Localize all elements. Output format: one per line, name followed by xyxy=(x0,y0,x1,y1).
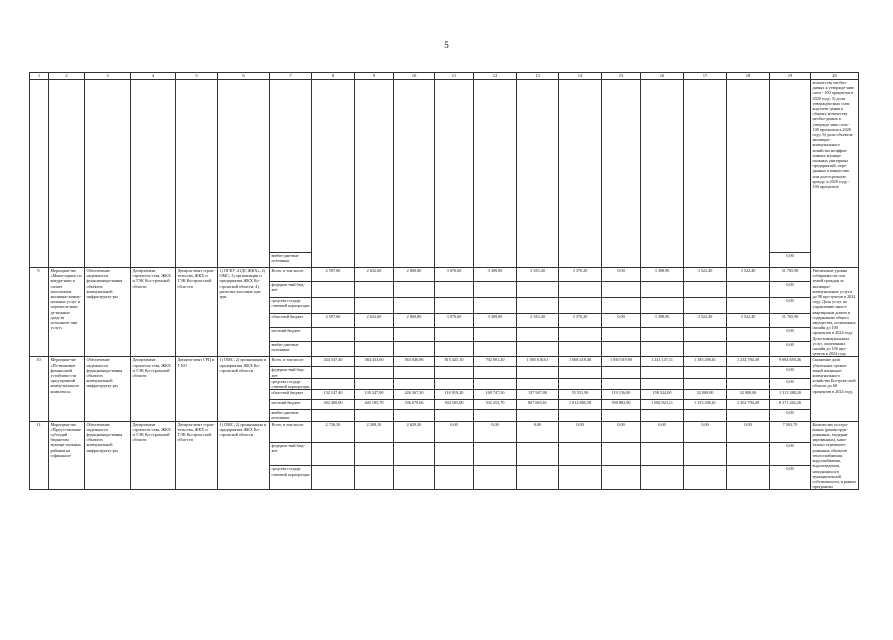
total-value-cell: 31 765,90 xyxy=(770,313,811,327)
value-cell: 3 398,90 xyxy=(641,313,684,327)
program-table xyxy=(29,72,859,490)
value-cell xyxy=(312,378,355,389)
table-cell xyxy=(602,80,641,268)
value-cell: 434 547,40 xyxy=(312,357,355,367)
value-cell xyxy=(394,367,435,378)
column-header: 7 xyxy=(270,73,312,80)
table-cell xyxy=(684,80,727,268)
value-cell: 3 522,40 xyxy=(727,268,770,282)
header-row xyxy=(30,73,859,80)
value-cell: 702 001,20 xyxy=(474,357,517,367)
value-cell xyxy=(355,410,394,421)
value-cell: 563 046,96 xyxy=(394,357,435,367)
value-cell xyxy=(602,378,641,389)
table-cell xyxy=(355,80,394,268)
value-cell: 137 947,00 xyxy=(517,390,559,400)
funding-source-label: средства государ-ственной корпора-ции xyxy=(271,378,310,390)
value-cell xyxy=(602,410,641,421)
value-cell: 3 309,00 xyxy=(474,313,517,327)
value-cell xyxy=(312,297,355,313)
table-cell xyxy=(394,80,435,268)
total-value-cell: 1 313 388,20 xyxy=(770,390,811,400)
value-cell: 132 147,40 xyxy=(312,390,355,400)
participants: 1) ОМС; 2) организации и предприятия ЖКХ Ко-стромской области xyxy=(218,421,270,490)
value-cell xyxy=(602,466,641,490)
table-cell xyxy=(435,80,474,268)
table-cell xyxy=(131,80,176,268)
value-cell: 2 597,60 xyxy=(312,313,355,327)
total-value-cell: 0,00 xyxy=(770,297,811,313)
value-cell xyxy=(602,281,641,297)
value-cell xyxy=(641,378,684,389)
value-cell: 302 400,00 xyxy=(312,400,355,410)
value-cell: 2 800,80 xyxy=(394,268,435,282)
value-cell xyxy=(435,466,474,490)
value-cell xyxy=(727,410,770,421)
value-cell xyxy=(727,442,770,466)
value-cell xyxy=(517,297,559,313)
column-header: 9 xyxy=(355,73,394,80)
column-header: 8 xyxy=(312,73,355,80)
value-cell xyxy=(727,378,770,389)
value-cell xyxy=(559,341,602,357)
value-cell xyxy=(474,466,517,490)
funding-source-label: внебю-джетные источники xyxy=(270,341,312,357)
value-cell: 3 309,00 xyxy=(474,268,517,282)
row-number: 9. xyxy=(30,268,49,357)
value-cell xyxy=(474,367,517,378)
value-cell xyxy=(602,442,641,466)
value-cell xyxy=(727,281,770,297)
value-cell xyxy=(641,466,684,490)
value-cell xyxy=(641,341,684,357)
value-cell xyxy=(435,327,474,341)
funding-source-label: местный бюджет xyxy=(270,400,312,410)
table-cell xyxy=(641,80,684,268)
value-cell: 2 629,30 xyxy=(394,421,435,442)
value-cell: 3 076,60 xyxy=(435,268,474,282)
value-cell: 2 597,60 xyxy=(312,268,355,282)
participants: 1) ОГКУ «ОДС ЖКХ»; 2) ОМС; 3) организации и предприятия ЖКХ Ко-стромской области; 4) расчетно-кассовые цен-тры xyxy=(218,268,270,357)
value-cell: 1 234 794,49 xyxy=(727,357,770,367)
value-cell: 3 335,40 xyxy=(517,268,559,282)
column-header: 18 xyxy=(727,73,770,80)
value-cell: 3 522,40 xyxy=(684,313,727,327)
value-cell xyxy=(474,341,517,357)
value-cell xyxy=(641,410,684,421)
total-value-cell: 0,00 xyxy=(770,442,811,466)
funding-source-label: средства государ-ственной корпора-ции xyxy=(270,297,312,313)
value-cell xyxy=(474,378,517,389)
value-cell xyxy=(312,281,355,297)
value-cell: 1 153 206,61 xyxy=(684,400,727,410)
value-cell xyxy=(355,466,394,490)
table-cell xyxy=(270,80,312,253)
value-cell: 3 370,20 xyxy=(559,313,602,327)
value-cell: 226 367,30 xyxy=(394,390,435,400)
value-cell: 0,00 xyxy=(727,421,770,442)
value-cell: 169 747,50 xyxy=(474,390,517,400)
value-cell xyxy=(312,327,355,341)
value-cell: 3 398,90 xyxy=(641,268,684,282)
value-cell xyxy=(355,341,394,357)
funding-source-label: Всего, в том числе: xyxy=(270,357,312,367)
value-cell xyxy=(559,367,602,378)
value-cell: 384 433,60 xyxy=(355,357,394,367)
total-value-cell: 0,00 xyxy=(770,341,811,357)
coordinator: Департамент строитель-ства, ЖКХ и ТЭК Кос-тромской области xyxy=(131,268,176,357)
column-header: 5 xyxy=(176,73,218,80)
column-header: 10 xyxy=(394,73,435,80)
value-cell: 119 136,00 xyxy=(602,390,641,400)
value-cell xyxy=(517,327,559,341)
value-cell: 3 076,60 xyxy=(435,313,474,327)
measure-name: Мероприя-тие «Мони-торинг по внедре-нию и оплате населением жилищно-комму-нальных услуг и перечисле-нию де-нежных средств исполните-лям услуг» xyxy=(49,268,85,357)
column-header: 6 xyxy=(218,73,270,80)
column-header: 1 xyxy=(30,73,49,80)
value-cell: 1 005 610,61 xyxy=(517,357,559,367)
column-header: 4 xyxy=(131,73,176,80)
value-cell: 0,00 xyxy=(684,421,727,442)
value-cell xyxy=(559,378,602,389)
value-cell xyxy=(435,341,474,357)
value-cell xyxy=(435,378,474,389)
table-cell xyxy=(312,80,355,268)
value-cell: 0,00 xyxy=(602,421,641,442)
funding-source-label: федераль-ный бюд-жет xyxy=(270,281,312,297)
value-cell xyxy=(435,281,474,297)
table-cell xyxy=(727,80,770,268)
funding-source-label: Всего, в том числе: xyxy=(270,421,312,442)
value-cell: 2 800,80 xyxy=(394,313,435,327)
value-cell xyxy=(312,466,355,490)
value-cell xyxy=(517,410,559,421)
value-cell: 3 370,20 xyxy=(559,268,602,282)
column-header: 13 xyxy=(517,73,559,80)
value-cell xyxy=(559,281,602,297)
value-cell xyxy=(727,367,770,378)
total-value-cell: 9 684 650,46 xyxy=(770,357,811,367)
value-cell xyxy=(394,442,435,466)
value-cell xyxy=(641,281,684,297)
participants: 1) ОМС; 2) организации и предприятия ЖКХ Ко-стромской области xyxy=(218,357,270,421)
column-header: 20 xyxy=(811,73,859,80)
result-text-cell: Увеличение уровня собираемости пла-тежей граждан за жилищно-коммунальные услуги до 98 про-центов в 2024 году. Доля услуг по управлению много-квартирным домом и содержанию общего имущества, оплаченных онлайн до 100 процентов в 2024 году. Доли коммунальных услуг, оплаченных онлайн до 100 про-центов в 2024 году. xyxy=(811,268,859,357)
value-cell xyxy=(474,297,517,313)
funding-source-label: федераль-ный бюд-жет xyxy=(270,367,312,378)
value-cell: 0,00 xyxy=(602,268,641,282)
value-cell: 0,00 xyxy=(602,313,641,327)
total-value-cell: 0,00 xyxy=(770,327,811,341)
value-cell: 445 185,70 xyxy=(355,400,394,410)
executor: Департа-мент строи-тельства, ЖКХ и ТЭК Костром-ской обла-сти xyxy=(176,421,218,490)
funding-source-label: местный бюджет xyxy=(270,327,312,341)
value-cell xyxy=(312,442,355,466)
row-number: 11. xyxy=(30,421,49,490)
table-cell xyxy=(176,80,218,268)
value-cell: 2 632,60 xyxy=(355,313,394,327)
measure-name: Мероприя-тие «По-вышение финансовой устойчиво-сти пред-приятий комму-нального комплекса» xyxy=(49,357,85,421)
value-cell xyxy=(684,327,727,341)
value-cell xyxy=(602,297,641,313)
value-cell xyxy=(684,378,727,389)
value-cell: 0,00 xyxy=(474,421,517,442)
table-cell xyxy=(218,80,270,268)
value-cell xyxy=(312,367,355,378)
value-cell: 0,00 xyxy=(517,421,559,442)
value-cell xyxy=(684,442,727,466)
column-header: 12 xyxy=(474,73,517,80)
funding-source-label: областной бюджет xyxy=(270,313,312,327)
value-cell: 32 000,00 xyxy=(727,390,770,400)
value-cell xyxy=(727,297,770,313)
measure-goal: Обеспечение надежности функциониро-вания объектов коммунальной инфраструкту-ры xyxy=(85,357,131,421)
value-cell: 2 726,30 xyxy=(312,421,355,442)
value-cell: 930 882,90 xyxy=(602,400,641,410)
coordinator: Департамент строитель-ства, ЖКХ и ТЭК Ко-стромской области xyxy=(131,357,176,421)
value-cell: 3 522,40 xyxy=(684,268,727,282)
column-header: 19 xyxy=(770,73,811,80)
value-cell xyxy=(641,367,684,378)
value-cell: 815 425,10 xyxy=(435,357,474,367)
value-cell xyxy=(394,410,435,421)
table-cell xyxy=(30,80,49,268)
value-cell: 1 241 147,11 xyxy=(641,357,684,367)
total-value-cell: 31 765,90 xyxy=(770,268,811,282)
value-cell xyxy=(474,281,517,297)
table-cell xyxy=(770,80,811,253)
row-number: 10. xyxy=(30,357,49,421)
value-cell: 336 679,66 xyxy=(394,400,435,410)
table-cell xyxy=(517,80,559,268)
value-cell: 1 012 866,58 xyxy=(559,400,602,410)
value-cell xyxy=(355,297,394,313)
value-cell xyxy=(474,327,517,341)
value-cell xyxy=(559,466,602,490)
column-header: 16 xyxy=(641,73,684,80)
value-cell xyxy=(517,281,559,297)
value-cell: 3 522,40 xyxy=(727,313,770,327)
value-cell xyxy=(517,378,559,389)
table-cell xyxy=(559,80,602,268)
value-cell xyxy=(517,341,559,357)
table-cell xyxy=(85,80,131,268)
value-cell xyxy=(684,367,727,378)
value-cell: 158 324,00 xyxy=(641,390,684,400)
value-cell xyxy=(355,327,394,341)
value-cell: 1 068 418,48 xyxy=(559,357,602,367)
value-cell xyxy=(394,327,435,341)
value-cell xyxy=(641,297,684,313)
total-value-cell: 0,00 xyxy=(770,410,811,421)
value-cell: 0,00 xyxy=(641,421,684,442)
value-cell xyxy=(602,367,641,378)
value-cell xyxy=(727,327,770,341)
value-cell: 32 000,00 xyxy=(684,390,727,400)
value-cell xyxy=(684,466,727,490)
value-cell xyxy=(435,297,474,313)
table-body xyxy=(30,73,859,490)
value-cell: 1 082 823,11 xyxy=(641,400,684,410)
value-cell: 1 202 794,49 xyxy=(727,400,770,410)
value-cell: 1 050 019,90 xyxy=(602,357,641,367)
total-value-cell: 7 563,70 xyxy=(770,421,811,442)
total-value-cell: 0,00 xyxy=(770,378,811,389)
funding-source-label: внебю-джетные источники xyxy=(270,410,312,421)
value-cell xyxy=(641,442,684,466)
value-cell: 867 663,61 xyxy=(517,400,559,410)
total-value-cell: 0,00 xyxy=(770,367,811,378)
value-cell xyxy=(312,341,355,357)
column-header: 15 xyxy=(602,73,641,80)
value-cell xyxy=(559,297,602,313)
value-cell xyxy=(394,297,435,313)
value-cell xyxy=(559,327,602,341)
value-cell xyxy=(517,367,559,378)
result-text-cell: количеству необхо-димых к утвержде-нию схем - 100 процентов в 2020 году; 5) доли утверждён-ных схем водоотве-дения к общему количеству необхо-димых к утвержде-нию схем - 100 процентов в 2020 году; 6) доли объектов жилищно-коммунального хозяйства неэффек-тивных муници-пальных унитарных предприятий, пере-данных в концессию или долгосрочную аренду, в 2020 году, - 100 процентов xyxy=(811,80,859,268)
value-cell: 504 505,90 xyxy=(435,400,474,410)
funding-source-label: внебю-джетные источники xyxy=(270,253,312,268)
value-cell xyxy=(602,341,641,357)
value-cell xyxy=(517,442,559,466)
value-cell xyxy=(517,466,559,490)
table-row xyxy=(30,268,859,282)
value-cell xyxy=(435,410,474,421)
value-cell xyxy=(312,410,355,421)
table-row xyxy=(30,421,859,442)
value-cell xyxy=(355,367,394,378)
measure-goal: Обеспечение надежности функциониро-вания объектов коммунальной инфраструкту-ры xyxy=(85,421,131,490)
funding-source-label: областной бюджет xyxy=(270,390,312,400)
value-cell xyxy=(727,341,770,357)
value-cell: 1 185 206,61 xyxy=(684,357,727,367)
table-row xyxy=(30,80,859,253)
value-cell xyxy=(684,281,727,297)
value-cell xyxy=(394,378,435,389)
result-text-cell: Снижение доли убыточных органи-заций жилищно-коммунального хозяйства Костром-ской области до 68 процентов в 2024 году. xyxy=(811,357,859,421)
value-cell xyxy=(474,442,517,466)
table-cell xyxy=(49,80,85,268)
funding-source-label: федераль-ный бюд-жет xyxy=(270,442,312,466)
column-header: 2 xyxy=(49,73,85,80)
total-value-cell: 0,00 xyxy=(770,253,811,268)
value-cell xyxy=(355,442,394,466)
column-header: 11 xyxy=(435,73,474,80)
funding-source-label: Всего, в том числе: xyxy=(270,268,312,282)
value-cell: 0,00 xyxy=(435,421,474,442)
value-cell xyxy=(684,341,727,357)
value-cell xyxy=(435,442,474,466)
funding-source-label: средства государ-ственной корпора-ции xyxy=(270,466,312,490)
measure-goal: Обеспечение надежности функциониро-вания объектов коммунальной инфраструкту-ры xyxy=(85,268,131,357)
value-cell xyxy=(394,281,435,297)
value-cell: 3 335,40 xyxy=(517,313,559,327)
column-header: 17 xyxy=(684,73,727,80)
value-cell: 2 632,60 xyxy=(355,268,394,282)
value-cell xyxy=(641,327,684,341)
value-cell xyxy=(727,466,770,490)
executor: Департа-мент строи-тельства, ЖКХ и ТЭК Костром-ской обла-сти xyxy=(176,268,218,357)
value-cell xyxy=(394,466,435,490)
value-cell: 110 919,20 xyxy=(435,390,474,400)
column-header: 3 xyxy=(85,73,131,80)
total-value-cell: 0,00 xyxy=(770,281,811,297)
total-value-cell: 8 371 262,26 xyxy=(770,400,811,410)
coordinator: Департамент строитель-ства, ЖКХ и ТЭК Ко-стромской области xyxy=(131,421,176,490)
result-text-cell: Количество постро-енных (реконструи-рованных, модерни-зированных), капи-тально отремонти-рованных объектов теплоснабжения, водоснабжения, водоотведения, находящихся в муниципальной собственности, в рамках программы xyxy=(811,421,859,490)
value-cell: 532 253,70 xyxy=(474,400,517,410)
total-value-cell: 0,00 xyxy=(770,466,811,490)
value-cell xyxy=(559,442,602,466)
value-cell xyxy=(684,297,727,313)
value-cell xyxy=(559,410,602,421)
value-cell xyxy=(684,410,727,421)
value-cell: 0,00 xyxy=(559,421,602,442)
measure-name: Мероприя-тие «Пред-ставление субсидий бюджетам муници-пальных районов на софинанси- xyxy=(49,421,85,490)
value-cell xyxy=(355,281,394,297)
value-cell: 2 208,10 xyxy=(355,421,394,442)
value-cell xyxy=(435,367,474,378)
value-cell xyxy=(394,341,435,357)
value-cell xyxy=(602,327,641,341)
table-cell xyxy=(474,80,517,268)
page-number: 5 xyxy=(444,40,449,50)
executor: Департа-мент ГРЦ и Т КО xyxy=(176,357,218,421)
value-cell: 55 551,90 xyxy=(559,390,602,400)
value-cell xyxy=(474,410,517,421)
value-cell xyxy=(355,378,394,389)
table-row xyxy=(30,357,859,367)
column-header: 14 xyxy=(559,73,602,80)
value-cell: 139 247,90 xyxy=(355,390,394,400)
